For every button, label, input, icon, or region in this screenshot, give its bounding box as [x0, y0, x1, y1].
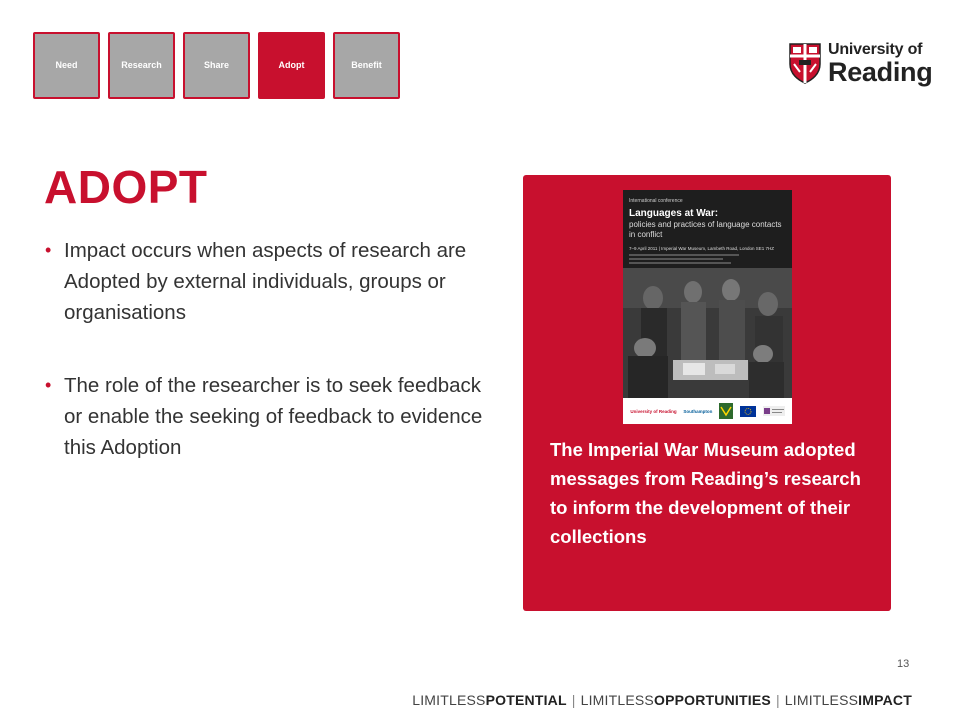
footer-part-2-bold: OPPORTUNITIES: [653, 692, 771, 708]
tab-adopt[interactable]: Adopt: [258, 32, 325, 99]
research-council-logo-icon: [763, 406, 785, 416]
conference-poster: [623, 190, 792, 424]
poster-logos: [623, 398, 792, 424]
tab-research[interactable]: Research: [108, 32, 175, 99]
university-crest-icon: [788, 42, 822, 84]
bullet-item: • The role of the researcher is to seek feedback or enable the seeking of feedback to evidence this Adoption: [44, 370, 494, 463]
poster-title: Languages at War:: [629, 208, 719, 219]
logo-line-2: Reading: [828, 57, 933, 87]
page-number: 13: [897, 658, 910, 670]
poster-kicker: International conference: [629, 198, 683, 204]
footer-part-1-bold: POTENTIAL: [485, 692, 567, 708]
footer-separator: |: [571, 692, 576, 708]
footer-part-3-bold: IMPACT: [858, 692, 912, 708]
case-study-panel: [523, 175, 891, 611]
slide-title: ADOPT: [44, 161, 208, 213]
footer-part-2-light: LIMITLESS: [580, 692, 654, 708]
tab-need[interactable]: Need: [33, 32, 100, 99]
poster-info: [629, 254, 786, 264]
poster-date: 7–9 April 2011 | Imperial War Museum, Lambeth Road, London SE1 7HZ: [629, 246, 774, 251]
poster-subtitle: policies and practices of language contacts in conflict: [629, 220, 782, 239]
university-logo: [788, 42, 932, 86]
tab-share[interactable]: Share: [183, 32, 250, 99]
poster-logo-reading: University of Reading: [630, 408, 677, 414]
eu-flag-icon: [740, 406, 756, 417]
footer-separator: |: [775, 692, 780, 708]
logo-line-1: University of: [828, 41, 923, 58]
bullet-item: • Impact occurs when aspects of research are Adopted by external individuals, groups or organisations: [44, 235, 494, 328]
museum-emblem-icon: [719, 403, 733, 419]
footer-part-1-light: LIMITLESS: [412, 692, 486, 708]
soldiers-photo: [623, 268, 792, 398]
footer-part-3-light: LIMITLESS: [784, 692, 859, 708]
tab-benefit[interactable]: Benefit: [333, 32, 400, 99]
footer-tagline: [412, 692, 912, 708]
section-nav: [33, 32, 400, 99]
poster-logo-southampton: Southampton: [683, 408, 713, 414]
panel-caption: The Imperial War Museum adopted messages from Reading’s research to inform the development of their collections: [550, 439, 861, 547]
bullet-list: [44, 235, 494, 505]
